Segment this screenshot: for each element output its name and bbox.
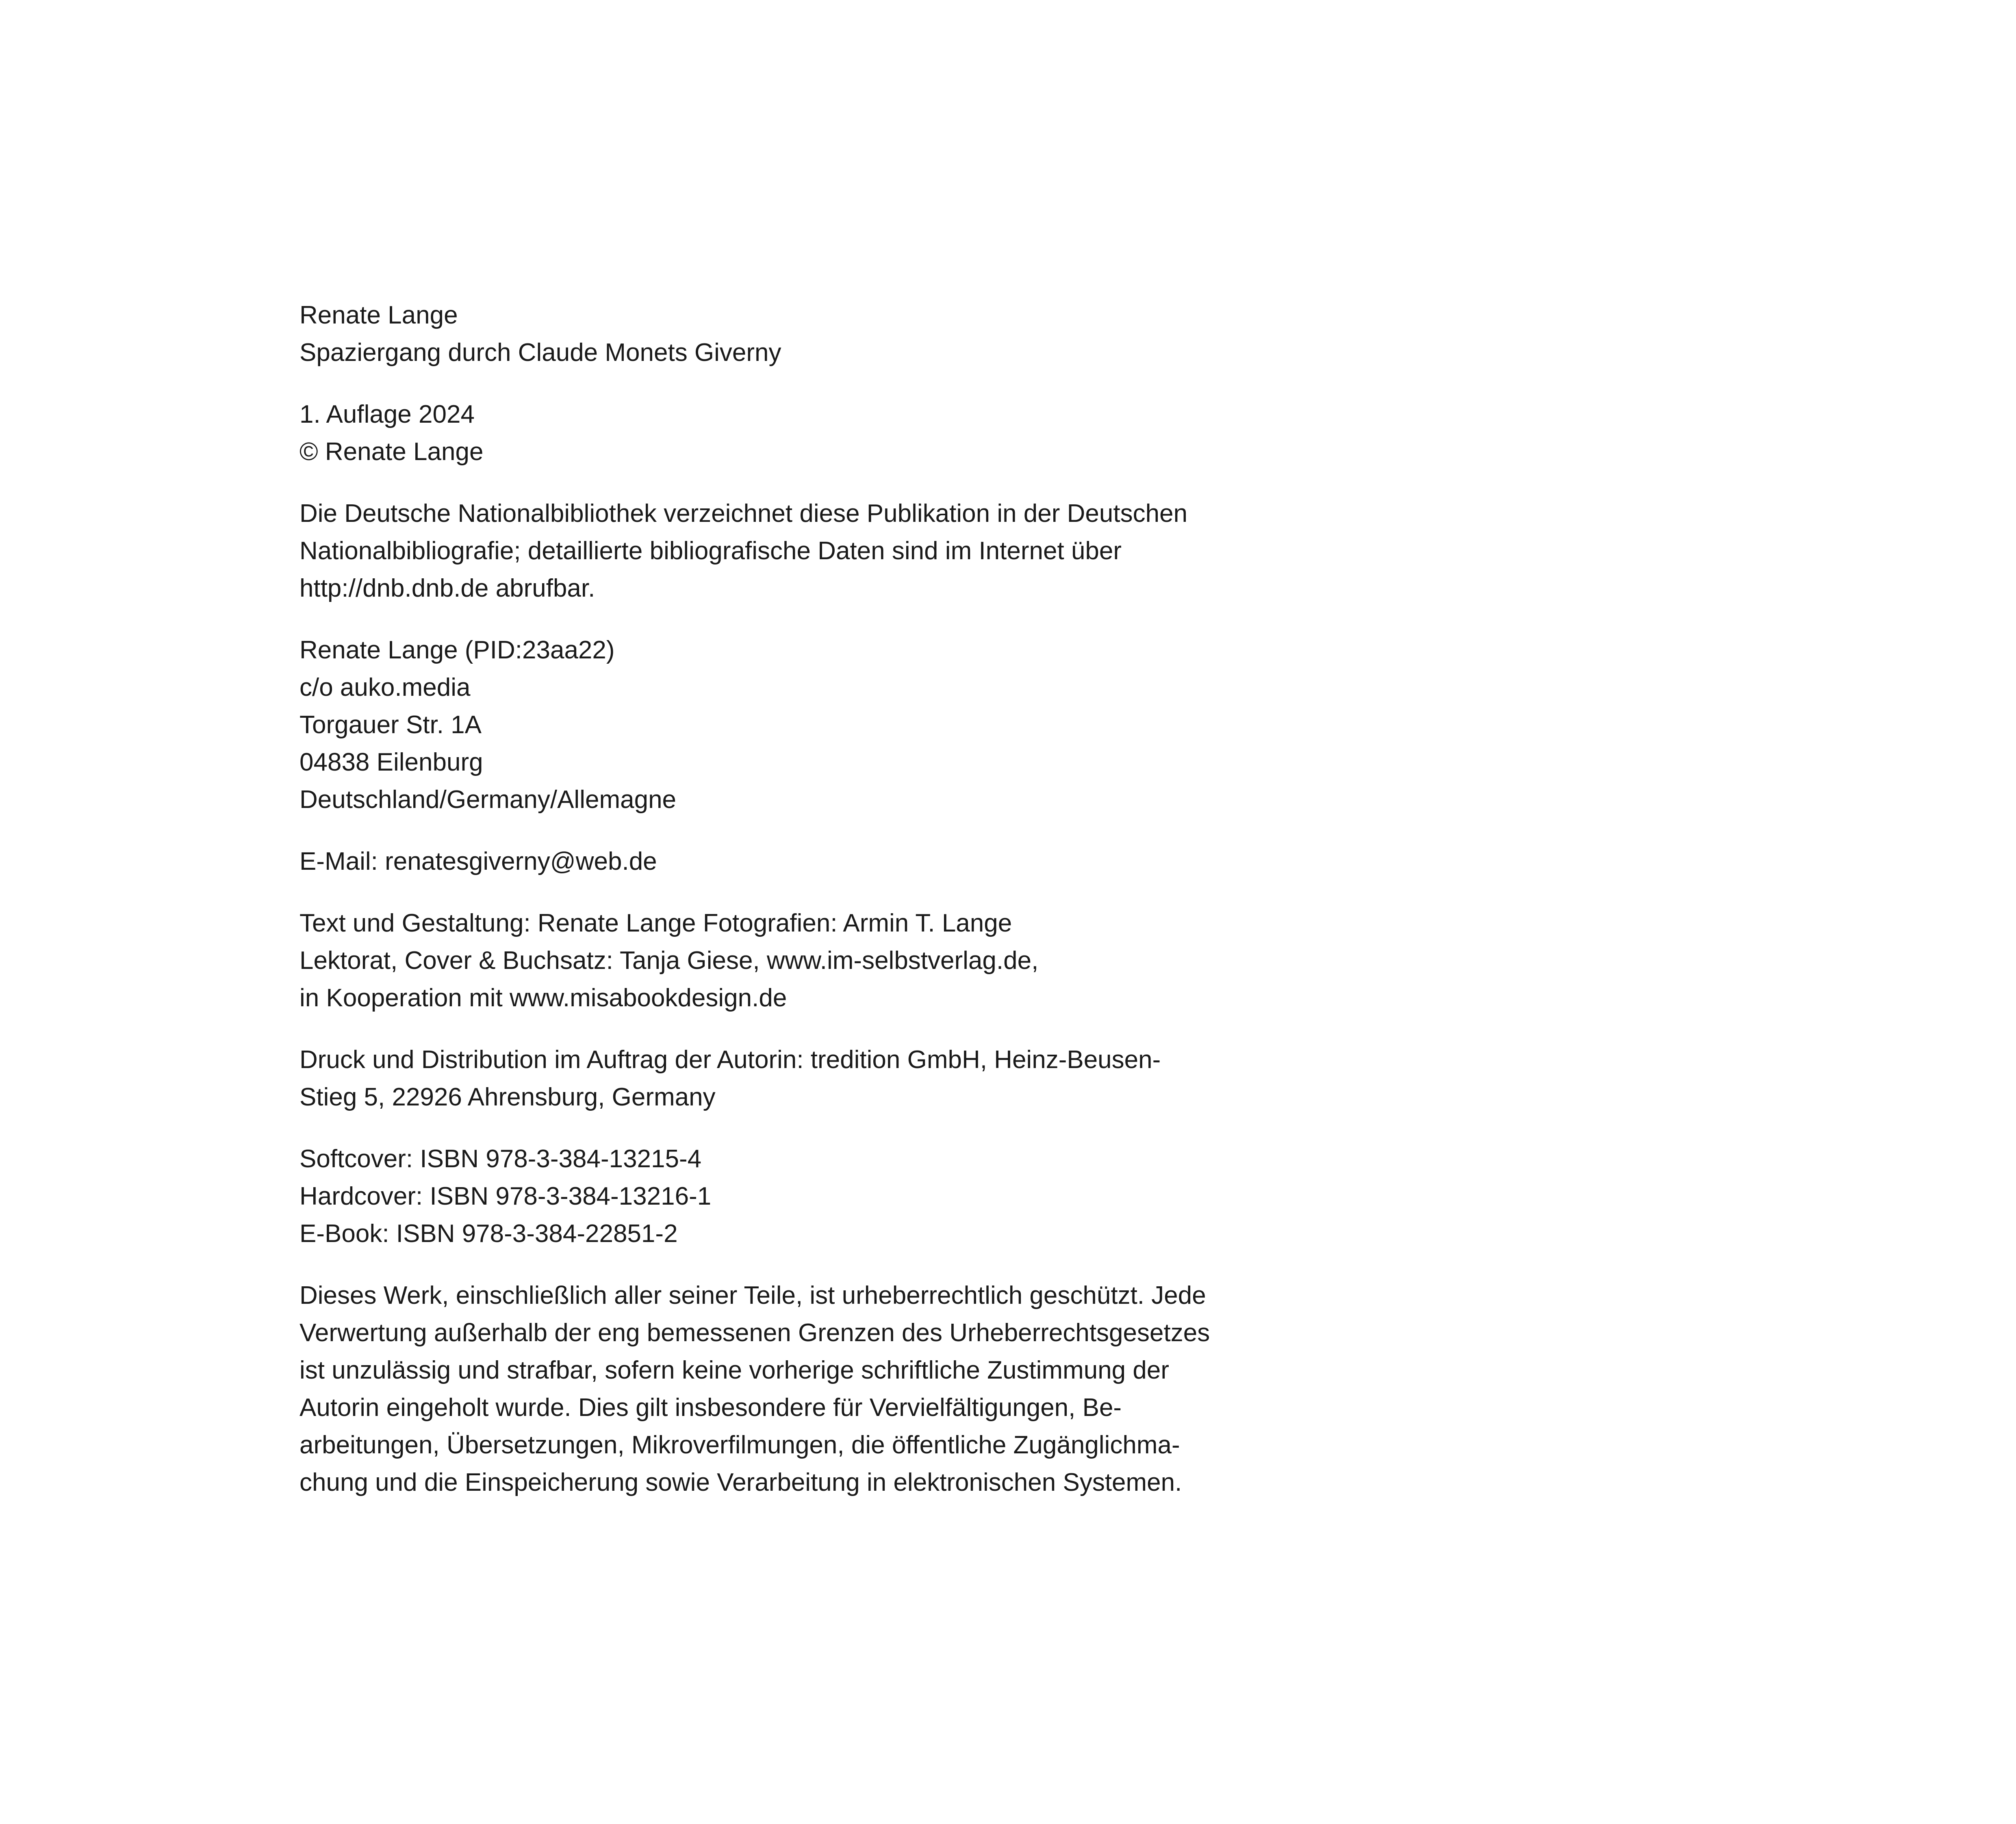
print-line: Stieg 5, 22926 Ahrensburg, Germany [299, 1083, 716, 1111]
dnb-line: http://dnb.dnb.de abrufbar. [299, 574, 595, 602]
email-block [299, 843, 1283, 880]
dnb-line: Nationalbibliografie; detaillierte bibliografische Daten sind im Internet über [299, 537, 1122, 565]
address-block [299, 632, 1283, 819]
rights-line: Dieses Werk, einschließlich aller seiner Teile, ist urheberrechtlich geschützt. Jede [299, 1281, 1206, 1309]
copyright-line: © Renate Lange [299, 438, 484, 466]
dnb-notice [299, 495, 1283, 607]
rights-line: Autorin eingeholt wurde. Dies gilt insbesondere für Vervielfältigungen, Be- [299, 1394, 1122, 1422]
dnb-line: Die Deutsche Nationalbibliothek verzeichnet diese Publikation in der Deutschen [299, 499, 1188, 528]
credits-line: Text und Gestaltung: Renate Lange Fotografien: Armin T. Lange [299, 909, 1012, 937]
credits-line: in Kooperation mit www.misabookdesign.de [299, 984, 787, 1012]
author-name: Renate Lange [299, 301, 458, 329]
print-distribution-block [299, 1041, 1283, 1116]
imprint-text [299, 297, 1283, 1526]
rights-line: ist unzulässig und strafbar, sofern keine vorherige schriftliche Zustimmung der [299, 1356, 1169, 1384]
rights-notice [299, 1277, 1283, 1501]
isbn-softcover: Softcover: ISBN 978-3-384-13215-4 [299, 1145, 702, 1173]
credits-line: Lektorat, Cover & Buchsatz: Tanja Giese, www.im-selbstverlag.de, [299, 947, 1039, 975]
credits-block [299, 905, 1283, 1017]
book-title: Spaziergang durch Claude Monets Giverny [299, 339, 781, 367]
edition-block [299, 396, 1283, 471]
isbn-hardcover: Hardcover: ISBN 978-3-384-13216-1 [299, 1182, 712, 1210]
print-line: Druck und Distribution im Auftrag der Autorin: tredition GmbH, Heinz-Beusen- [299, 1046, 1161, 1074]
email-line: E-Mail: renatesgiverny@web.de [299, 847, 657, 875]
address-line: Torgauer Str. 1A [299, 711, 482, 739]
address-line: Deutschland/Germany/Allemagne [299, 786, 677, 814]
rights-line: chung und die Einspeicherung sowie Verarbeitung in elektronischen Systemen. [299, 1468, 1182, 1496]
address-line: Renate Lange (PID:23aa22) [299, 636, 615, 664]
title-block [299, 297, 1283, 371]
isbn-block [299, 1140, 1283, 1253]
address-line: 04838 Eilenburg [299, 748, 483, 776]
address-line: c/o auko.media [299, 673, 471, 701]
rights-line: arbeitungen, Übersetzungen, Mikroverfilmungen, die öffentliche Zugänglichma- [299, 1431, 1180, 1459]
rights-line: Verwertung außerhalb der eng bemessenen Grenzen des Urheberrechtsgesetzes [299, 1319, 1210, 1347]
edition-line: 1. Auflage 2024 [299, 400, 475, 428]
isbn-ebook: E-Book: ISBN 978-3-384-22851-2 [299, 1220, 678, 1248]
